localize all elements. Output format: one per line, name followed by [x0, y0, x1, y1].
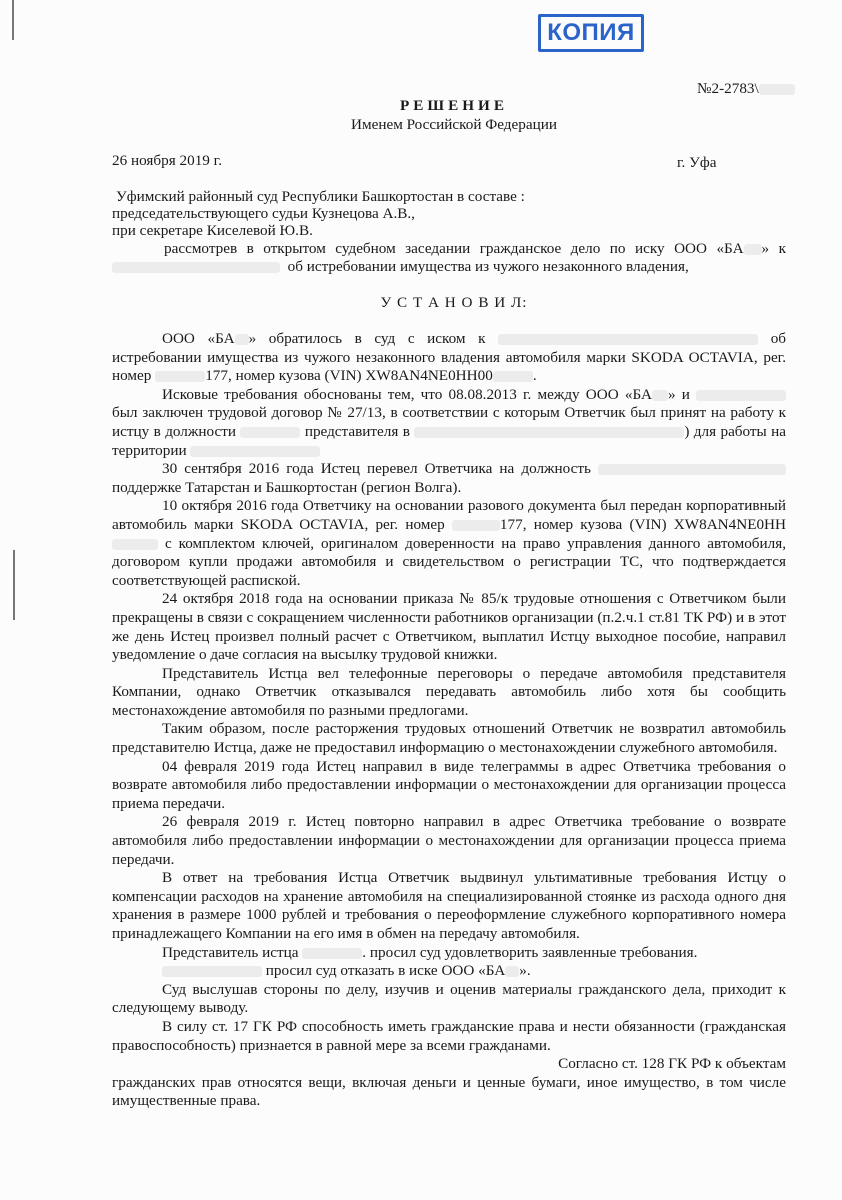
paragraph: 04 февраля 2019 года Истец направил в виде телеграммы в адрес Ответчика требования о возврате автомобиля либо предоставлении информации о местонахождении для организации процесса приема передачи. — [112, 757, 786, 812]
paragraph — [112, 944, 786, 963]
text: 30 сентября 2016 года Истец перевел Ответчика на должность — [162, 460, 591, 478]
text: ООО «БА — [162, 330, 235, 347]
redaction — [493, 371, 533, 382]
text: » и — [667, 385, 690, 403]
paragraph — [112, 460, 786, 497]
court-secretary: при секретаре Киселевой Ю.В. — [112, 222, 313, 239]
paragraph: В ответ на требования Истца Ответчик выдвинул ультимативные требования Истцу о компенсации расходов на хранение автомобиля на специализированной стоянке из расхода одного дня хранения в размере 1000 рублей и требования о переоформление служебного корпоративного номера принадлежащего Компании на его имя в обмен на передачу автомобиля. — [112, 869, 786, 942]
paragraph — [112, 330, 786, 386]
text: ». — [519, 962, 531, 980]
paragraph — [112, 962, 786, 981]
redaction — [155, 371, 205, 382]
redaction — [598, 464, 786, 475]
redaction — [235, 334, 249, 345]
paragraph: Суд выслушав стороны по делу, изучив и оценив материалы гражданского дела, приходит к следующему выводу. — [112, 980, 786, 1017]
presiding-judge: председательствующего судьи Кузнецова А.В., — [112, 205, 415, 222]
text: . просил суд удовлетворить заявленные требования. — [362, 943, 698, 961]
paragraph: Представитель Истца вел телефонные переговоры о передаче автомобиля представителя Компании, однако Ответчик отказывался передавать автомобиль либо хотя бы сообщить местонахождение автомобиля по разными предлогами. — [112, 664, 786, 719]
redaction — [505, 966, 519, 977]
text: . — [532, 367, 537, 385]
paragraph: Таким образом, после расторжения трудовых отношений Ответчик не возвратил автомобиль представителю Истца, даже не предоставил информацию о местонахождении служебного автомобиля. — [112, 720, 786, 757]
document-body — [112, 330, 786, 1111]
text: представителя в — [304, 422, 410, 440]
redaction — [414, 427, 684, 438]
redaction — [744, 244, 762, 255]
text: 10 октября 2016 года Ответчику на основании разового документа был передан корпоративный автомобиль марки SKODA OCTAVIA, рег. номер — [112, 497, 786, 533]
text: » обратилось в суд с иском к — [248, 330, 486, 347]
text: 177, номер кузова (VIN) XW8AN4NE0HH00 — [205, 367, 493, 385]
text: Представитель истца — [162, 943, 299, 961]
court-composition: Уфимский районный суд Республики Башкортостан в составе : — [116, 188, 525, 205]
case-number-text: №2-2783\ — [697, 80, 759, 97]
paragraph: Согласно ст. 128 ГК РФ к объектам — [558, 1055, 786, 1073]
text: поддержке Татарстан и Башкортостан (регион Волга). — [112, 478, 462, 496]
decision-city: г. Уфа — [677, 154, 717, 171]
text: рассмотрев в открытом судебном заседании гражданское дело по иску ООО «БА — [164, 240, 744, 257]
text: 177, номер кузова (VIN) XW8AN4NE0HH — [499, 515, 786, 533]
paragraph: гражданских прав относятся вещи, включая деньги и ценные бумаги, иное имущество, в том числе имущественные права. — [112, 1073, 786, 1110]
text: об истребовании имущества из чужого незаконного владения автомобиля марки SKODA OCTAVIA, рег. номер — [112, 330, 787, 385]
text: с комплектом ключей, оригиналом доверенности на право управления данного автомобиля, договором купли продажи автомобиля и свидетельством о регистрации ТС, что подтверждается соответствующей распиской. — [112, 534, 787, 589]
paragraph: В силу ст. 17 ГК РФ способность иметь гражданские права и нести обязанности (гражданская правоспособность) признается в равной мере за всеми гражданами. — [112, 1017, 786, 1054]
document-subtitle: Именем Российской Федерации — [351, 116, 557, 133]
decision-date: 26 ноября 2019 г. — [112, 152, 222, 169]
text: » к — [761, 240, 786, 257]
text: об истребовании имущества из чужого незаконного владения, — [287, 258, 689, 275]
redaction — [452, 520, 500, 531]
text: ) для работы на территории — [112, 422, 787, 459]
redaction — [162, 966, 262, 977]
case-number — [697, 80, 795, 98]
redaction — [302, 948, 362, 959]
staple-mark — [13, 550, 15, 620]
redaction — [112, 539, 158, 550]
redaction — [190, 446, 320, 457]
case-subject — [112, 258, 689, 276]
text: был заключен трудовой договор № 27/13, в соответствии с которым Ответчик был принят на работу к истцу в должности — [112, 404, 786, 440]
redaction — [696, 390, 786, 401]
redaction — [498, 334, 758, 345]
case-description — [164, 240, 786, 258]
redaction — [759, 84, 795, 95]
document-title: РЕШЕНИЕ — [400, 97, 508, 114]
staple-mark — [12, 0, 14, 40]
redaction — [112, 262, 280, 273]
paragraph: 24 октября 2018 года на основании приказа № 85/к трудовые отношения с Ответчиком были прекращены в связи с сокращением численности работников организации (п.2.ч.1 ст.81 ТК РФ) и в этот же день Истец произвел полный расчет с Ответчиком, выплатил Истцу выходное пособие, направил уведомление о даче согласия на высылку трудовой книжки. — [112, 590, 786, 664]
copy-stamp: КОПИЯ — [538, 14, 644, 52]
paragraph — [112, 386, 786, 460]
paragraph — [112, 497, 786, 590]
text: просил суд отказать в иске ООО «БА — [265, 962, 506, 980]
section-heading: У С Т А Н О В И Л: — [380, 294, 528, 311]
paragraph: 26 февраля 2019 г. Истец повторно направил в адрес Ответчика требование о возврате автомобиля либо предоставлении информации о местонахождении для организации процесса приема передачи. — [112, 813, 786, 868]
redaction — [652, 390, 668, 401]
text: Исковые требования обоснованы тем, что 08.08.2013 г. между ООО «БА — [162, 385, 652, 403]
redaction — [240, 427, 300, 438]
